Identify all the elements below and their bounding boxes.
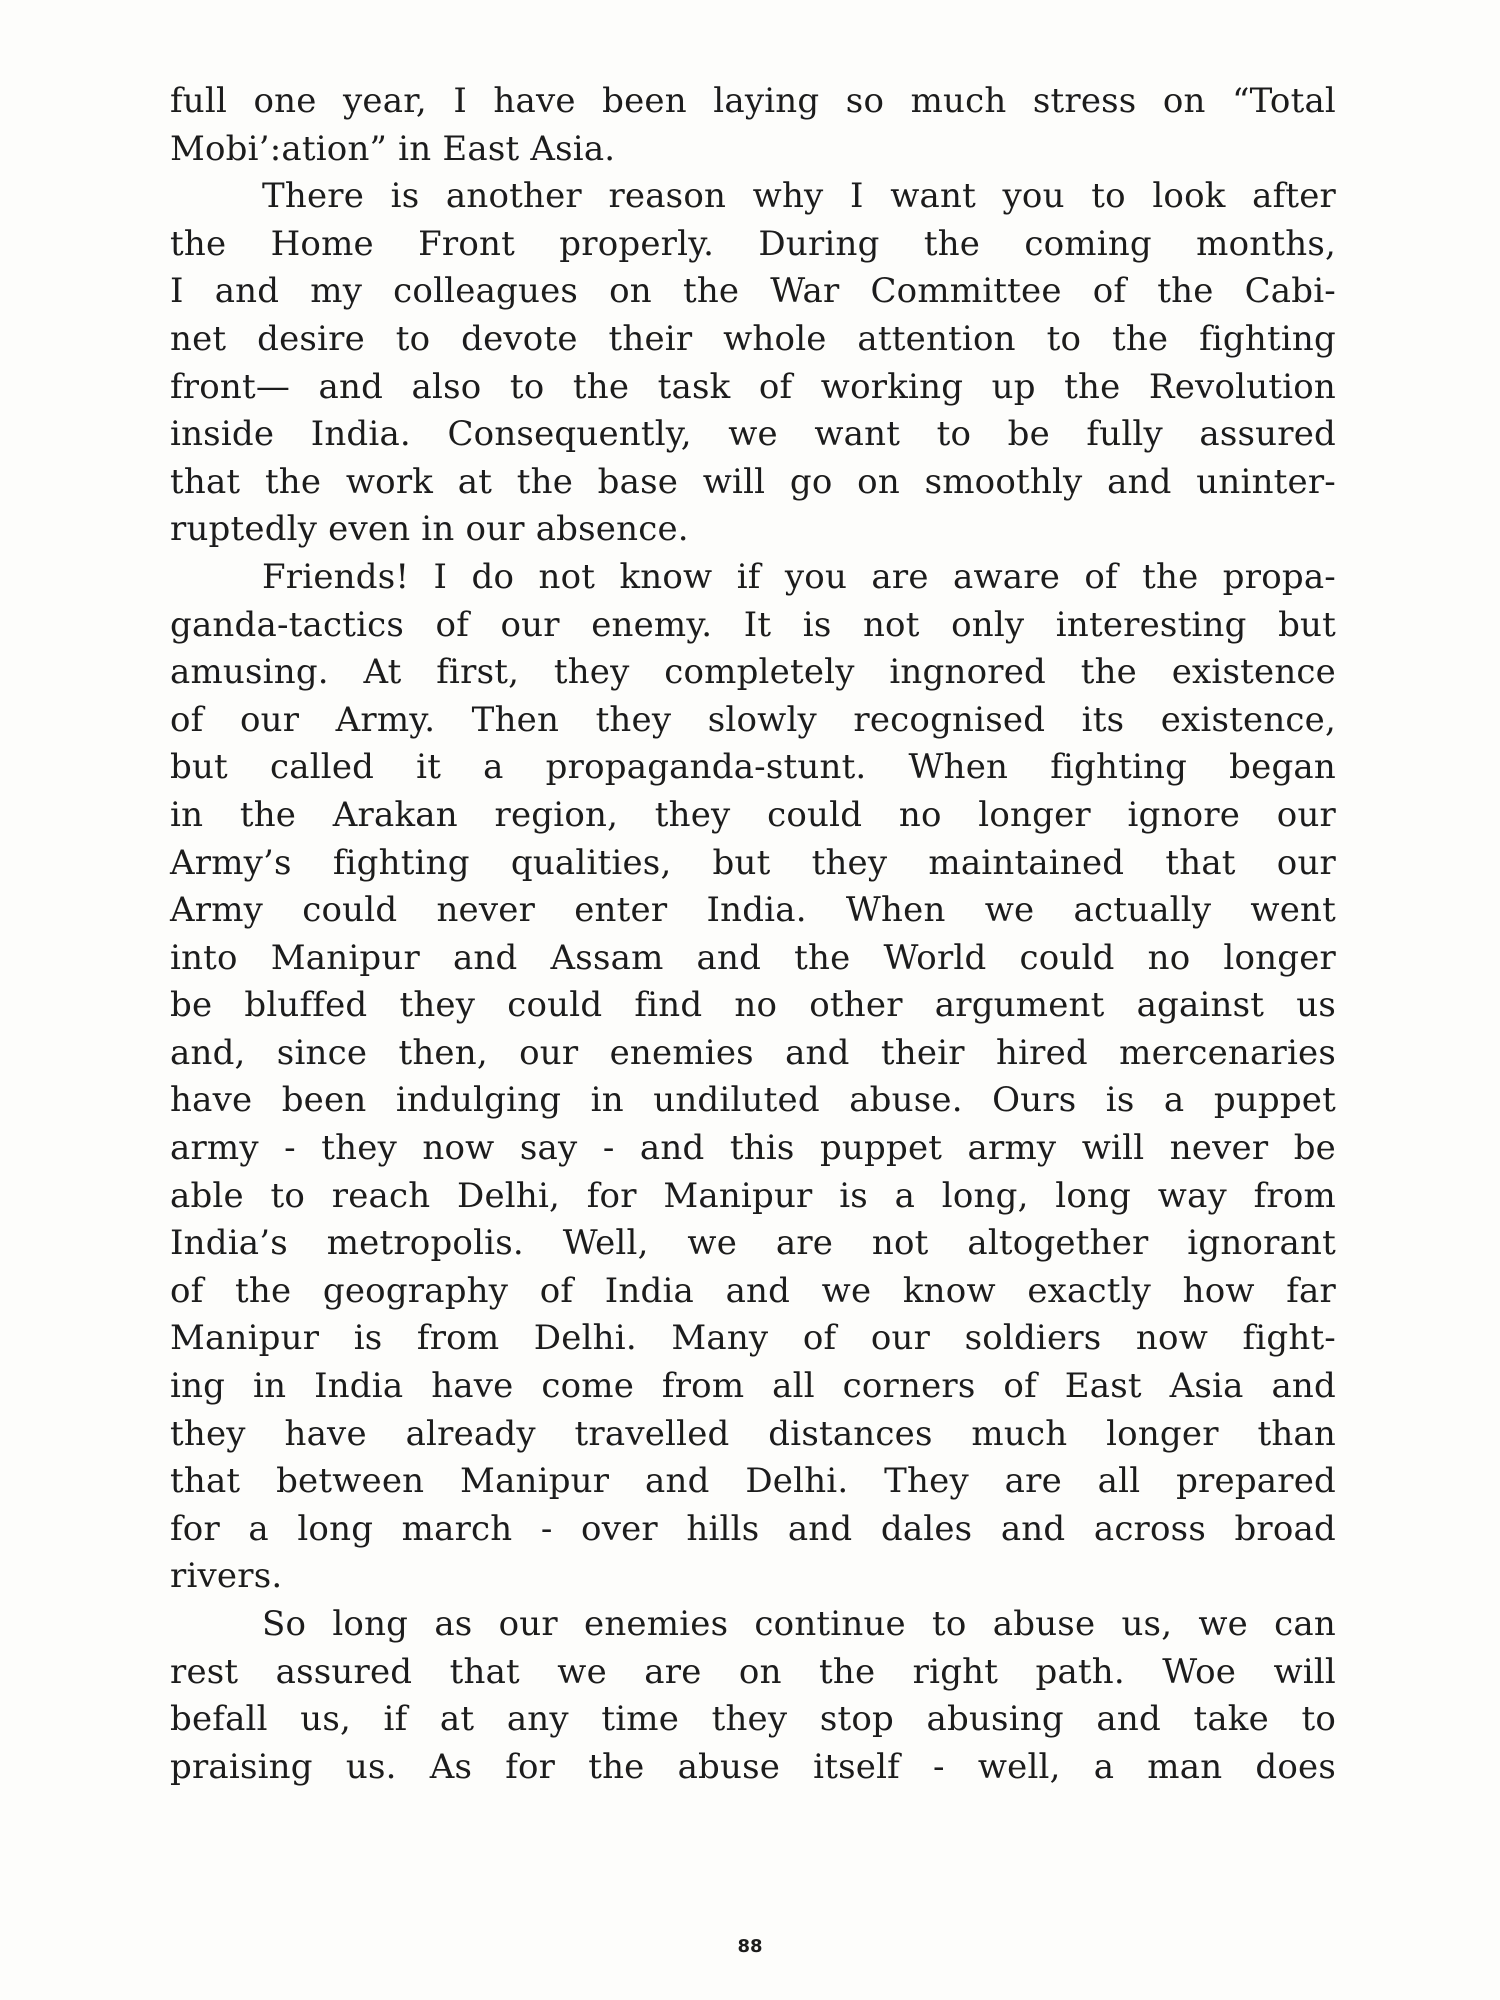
text-line: full one year, I have been laying so much stress on “Total bbox=[170, 81, 1336, 121]
text-line: army - they now say - and this puppet army will never be bbox=[170, 1128, 1336, 1169]
text-line: India’s metropolis. Well, we are not altogether ignorant bbox=[170, 1223, 1336, 1264]
text-line: inside India. Consequently, we want to be fully assured bbox=[170, 414, 1336, 455]
text-line: the Home Front properly. During the coming months, bbox=[170, 223, 1336, 264]
text-line: of the geography of India and we know exactly how far bbox=[170, 1270, 1336, 1311]
text-line: be bluffed they could find no other argument against us bbox=[170, 985, 1336, 1026]
text-line: into Manipur and Assam and the World could no longer bbox=[170, 937, 1336, 978]
text-line: rest assured that we are on the right path. Woe will bbox=[170, 1651, 1336, 1692]
text-line: praising us. As for the abuse itself - well, a man does bbox=[170, 1746, 1336, 1787]
text-line: front— and also to the task of working up the Revolution bbox=[170, 366, 1336, 407]
text-line: of our Army. Then they slowly recognised its existence, bbox=[170, 699, 1336, 740]
text-line: that between Manipur and Delhi. They are all prepared bbox=[170, 1461, 1336, 1502]
text-line: have been indulging in undiluted abuse. Ours is a puppet bbox=[170, 1080, 1336, 1121]
text-line: Army could never enter India. When we actually went bbox=[170, 890, 1336, 931]
text-line: and, since then, our enemies and their hired mercenaries bbox=[170, 1032, 1336, 1073]
page-number: 88 bbox=[737, 1936, 763, 1957]
text-line: able to reach Delhi, for Manipur is a long, long way from bbox=[170, 1175, 1336, 1216]
text-line: befall us, if at any time they stop abusing and take to bbox=[170, 1699, 1336, 1740]
text-line: in the Arakan region, they could no longer ignore our bbox=[170, 794, 1336, 835]
text-line: amusing. At first, they completely ingnored the existence bbox=[170, 652, 1336, 693]
body-text bbox=[170, 78, 1336, 1791]
text-line: ruptedly even in our absence. bbox=[170, 509, 689, 550]
text-line: Manipur is from Delhi. Many of our soldiers now fight- bbox=[170, 1318, 1336, 1359]
paragraph-start-line: Friends! I do not know if you are aware of the propa- bbox=[262, 556, 1336, 597]
text-line: I and my colleagues on the War Committee of the Cabi- bbox=[170, 271, 1336, 312]
text-line: Army’s fighting qualities, but they maintained that our bbox=[170, 842, 1336, 883]
text-line: but called it a propaganda-stunt. When fighting began bbox=[170, 747, 1336, 788]
text-line: for a long march - over hills and dales and across broad bbox=[170, 1508, 1336, 1549]
text-line: ganda-tactics of our enemy. It is not only interesting but bbox=[170, 604, 1336, 645]
paragraph-start-line: So long as our enemies continue to abuse us, we can bbox=[262, 1604, 1336, 1644]
text-line: Mobi’:ation” in East Asia. bbox=[170, 128, 616, 169]
text-line: that the work at the base will go on smoothly and uninter- bbox=[170, 461, 1336, 502]
text-line: they have already travelled distances much longer than bbox=[170, 1413, 1336, 1454]
paragraph-start-line: There is another reason why I want you to look after bbox=[262, 176, 1336, 217]
text-line: net desire to devote their whole attention to the fighting bbox=[170, 318, 1336, 359]
text-line: rivers. bbox=[170, 1556, 283, 1597]
text-line: ing in India have come from all corners of East Asia and bbox=[170, 1366, 1336, 1407]
